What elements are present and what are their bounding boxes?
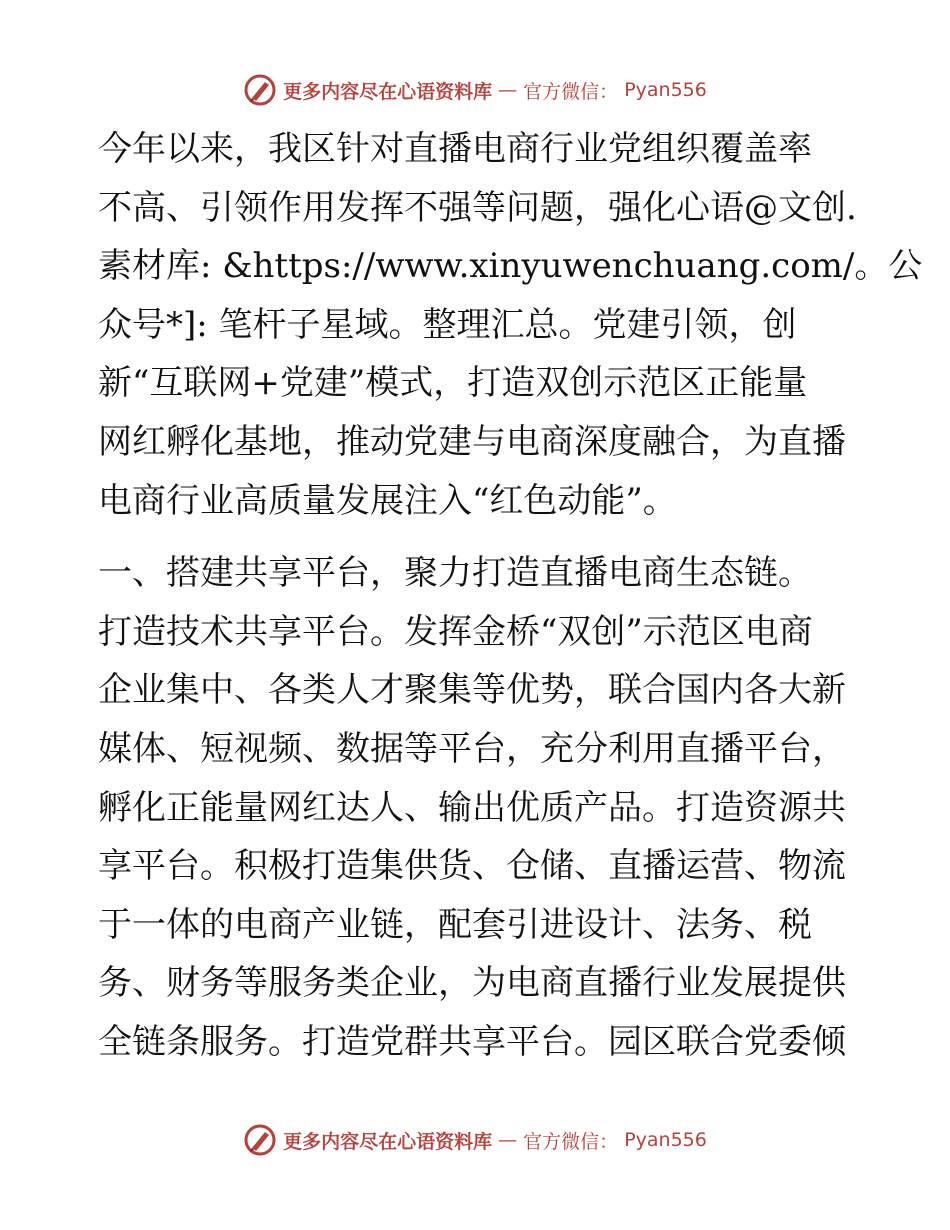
section-heading: 一、搭建共享平台，聚力打造直播电商生态链。 [98, 553, 812, 594]
watermark-brand: 更多内容尽在心语资料库 [283, 80, 493, 103]
text-line: 新“互联网+党建”模式，打造双创示范区正能量 [98, 363, 808, 404]
watermark-account: Pyan556 [624, 79, 707, 101]
text-line: 电商行业高质量发展注入“红色动能”。 [98, 480, 677, 521]
text-line: 企业集中、各类人才聚集等优势，联合国内各大新 [98, 670, 846, 711]
watermark-dash: — [498, 1129, 518, 1151]
text-line: 今年以来，我区针对直播电商行业党组织覆盖率 [98, 129, 812, 169]
watermark-label: 官方微信： [523, 1130, 619, 1153]
text-line: 孵化正能量网红达人、输出优质产品。打造资源共 [98, 787, 846, 828]
text-line: 全链条服务。打造党群共享平台。园区联合党委倾 [98, 1021, 846, 1062]
text-line: 众号*]: 笔杆子星域。整理汇总。党建引领，创 [98, 304, 797, 345]
watermark-label: 官方微信： [523, 80, 619, 103]
text-line: 网红孵化基地，推动党建与电商深度融合，为直播 [98, 421, 846, 462]
text-line: 于一体的电商产业链，配套引进设计、法务、税 [98, 904, 812, 945]
document-body [98, 120, 923, 1072]
watermark-account: Pyan556 [624, 1129, 707, 1151]
pen-logo-icon [243, 73, 277, 107]
paragraph-gap [98, 530, 858, 544]
pen-logo-icon [243, 1123, 277, 1157]
watermark-brand: 更多内容尽在心语资料库 [283, 1130, 493, 1153]
text-line: 媒体、短视频、数据等平台，充分利用直播平台， [98, 728, 846, 769]
header-watermark [0, 70, 950, 110]
text-line: 不高、引领作用发挥不强等问题，强化心语@文创. [98, 187, 857, 228]
paragraph-intro [98, 120, 923, 530]
text-line: 打造技术共享平台。发挥金桥“双创”示范区电商 [98, 611, 813, 652]
watermark-dash: — [498, 79, 518, 101]
footer-watermark [0, 1120, 950, 1160]
paragraph-section-one [98, 544, 858, 1071]
text-line: 素材库: &https://www.xinyuwenchuang.com/。公 [98, 246, 923, 287]
text-line: 享平台。积极打造集供货、仓储、直播运营、物流 [98, 846, 846, 887]
text-line: 务、财务等服务类企业，为电商直播行业发展提供 [98, 963, 846, 1004]
